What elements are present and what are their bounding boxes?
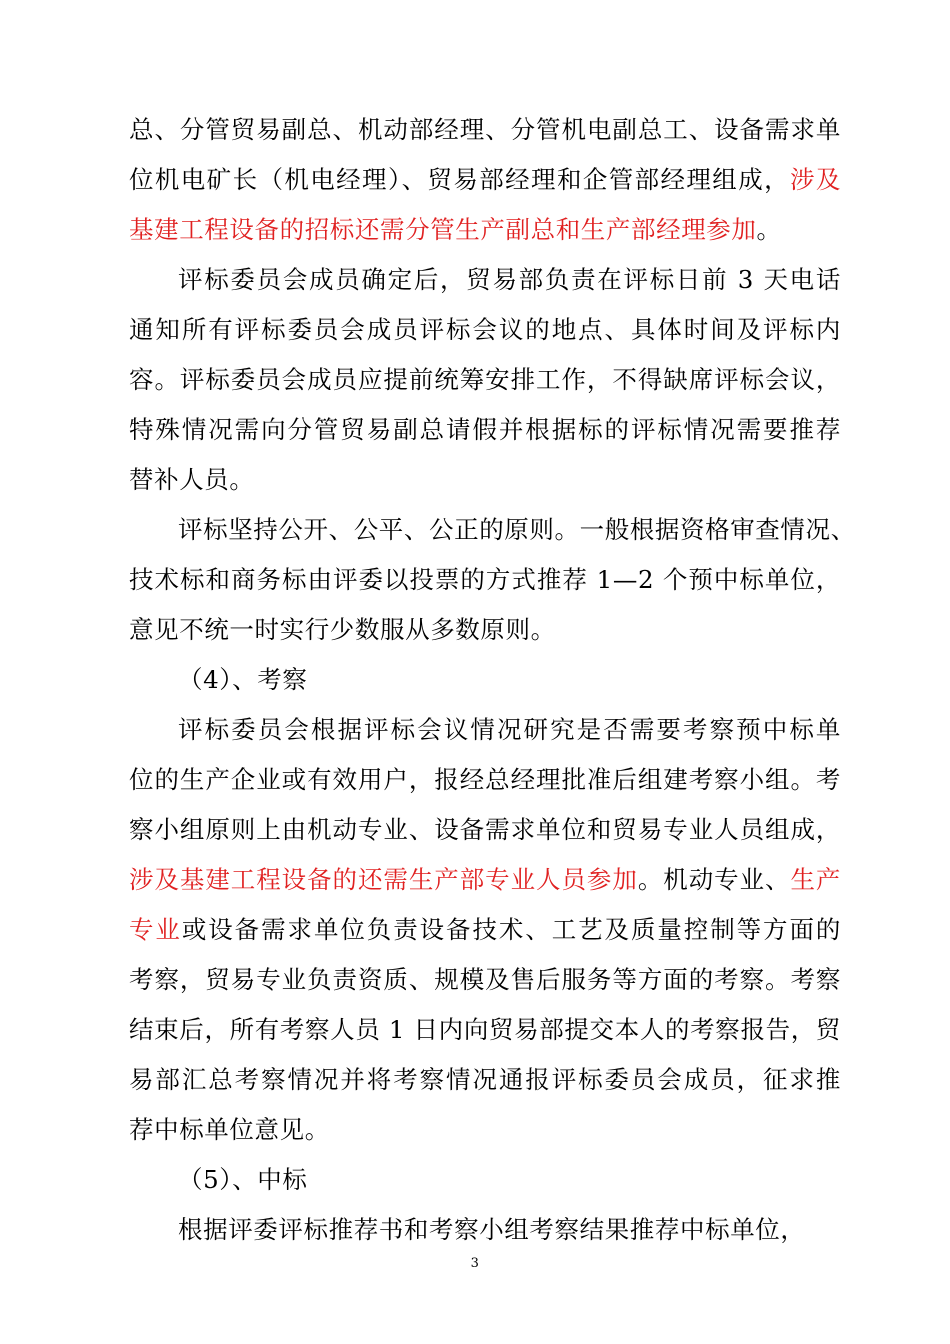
text-line xyxy=(129,1114,841,1146)
text-run: 评标坚持公开、公平、公正的原则。一般根据资格审查情况、 xyxy=(178,515,856,544)
text-line xyxy=(129,214,841,246)
text-line xyxy=(129,964,841,996)
highlight-run: 涉及 xyxy=(790,165,841,194)
text-line xyxy=(178,264,841,296)
text-line xyxy=(129,614,841,646)
text-line xyxy=(129,314,841,346)
text-run: 。 xyxy=(756,215,782,244)
highlight-run: 涉及基建工程设备的还需生产部专业人员参加 xyxy=(129,865,638,894)
text-line xyxy=(178,1214,841,1246)
text-run: 总、分管贸易副总、机动部经理、分管机电副总工、设备需求单 xyxy=(129,115,841,144)
text-line xyxy=(129,464,841,496)
section-heading xyxy=(178,664,841,696)
highlight-run: 基建工程设备的招标还需分管生产副总和生产部经理参加 xyxy=(129,215,757,244)
text-line xyxy=(129,1014,841,1046)
highlight-run: 专业 xyxy=(129,915,182,944)
text-line xyxy=(129,914,841,946)
text-line xyxy=(178,514,856,546)
text-run: 或设备需求单位负责设备技术、工艺及质量控制等方面的 xyxy=(181,915,841,944)
text-run: 意见不统一时实行少数服从多数原则。 xyxy=(129,615,556,644)
text-run: 容。评标委员会成员应提前统筹安排工作，不得缺席评标会议， xyxy=(129,365,841,394)
text-run: 评标委员会成员确定后，贸易部负责在评标日前 3 天电话 xyxy=(178,265,841,294)
text-line xyxy=(129,364,841,396)
text-run: 易部汇总考察情况并将考察情况通报评标委员会成员，征求推 xyxy=(129,1065,841,1094)
text-run: 位的生产企业或有效用户，报经总经理批准后组建考察小组。考 xyxy=(129,765,841,794)
text-line xyxy=(129,164,841,196)
text-line xyxy=(129,1064,841,1096)
text-run: 。机动专业、 xyxy=(637,865,791,894)
text-line xyxy=(129,864,841,896)
text-run: 考察，贸易专业负责资质、规模及售后服务等方面的考察。考察 xyxy=(129,965,841,994)
text-run: （5）、中标 xyxy=(178,1165,308,1194)
text-run: 特殊情况需向分管贸易副总请假并根据标的评标情况需要推荐 xyxy=(129,415,841,444)
text-run: 位机电矿长（机电经理）、贸易部经理和企管部经理组成， xyxy=(129,165,790,194)
text-line xyxy=(129,114,841,146)
section-heading xyxy=(178,1164,841,1196)
text-line xyxy=(178,714,841,746)
text-run: 评标委员会根据评标会议情况研究是否需要考察预中标单 xyxy=(178,715,841,744)
text-line xyxy=(129,564,841,596)
page-number: 3 xyxy=(470,1256,480,1271)
text-run: 根据评委评标推荐书和考察小组考察结果推荐中标单位， xyxy=(178,1215,806,1244)
text-line xyxy=(129,814,841,846)
text-run: 荐中标单位意见。 xyxy=(129,1115,330,1144)
highlight-run: 生产 xyxy=(790,865,842,894)
text-run: 技术标和商务标由评委以投票的方式推荐 1—2 个预中标单位， xyxy=(129,565,841,594)
text-run: 察小组原则上由机动专业、设备需求单位和贸易专业人员组成， xyxy=(129,815,841,844)
text-run: （4）、考察 xyxy=(178,665,308,694)
text-line xyxy=(129,414,841,446)
text-run: 结束后，所有考察人员 1 日内向贸易部提交本人的考察报告，贸 xyxy=(129,1015,841,1044)
text-line xyxy=(129,764,841,796)
text-run: 通知所有评标委员会成员评标会议的地点、具体时间及评标内 xyxy=(129,315,841,344)
text-run: 替补人员。 xyxy=(129,465,255,494)
